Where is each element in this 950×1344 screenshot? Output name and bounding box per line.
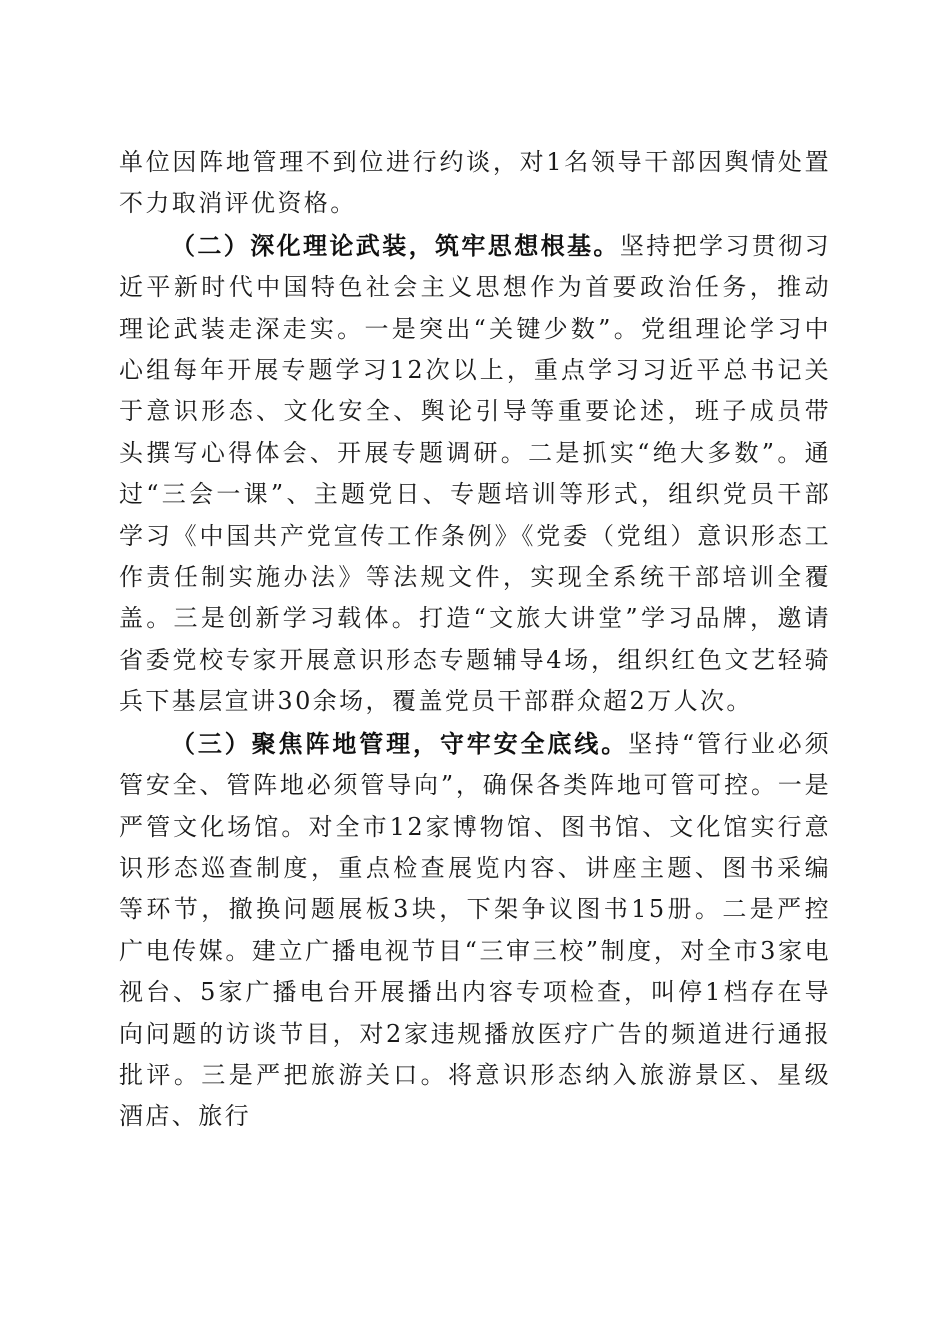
section-heading: （三）聚焦阵地管理，守牢安全底线。 xyxy=(171,728,629,758)
paragraph-continuation xyxy=(119,142,831,225)
paragraph-body: 坚持把学习贯彻习近平新时代中国特色社会主义思想作为首要政治任务，推动理论武装走深走实。一是突出“关键少数”。党组理论学习中心组每年开展专题学习12次以上，重点学习习近平总书记关于意识形态、文化安全、舆论引导等重要论述，班子成员带头撰写心得体会、开展专题调研。二是抓实“绝大多数”。通过“三会一课”、主题党日、专题培训等形式，组织党员干部学习《中国共产党宣传工作条例》《党委（党组）意识形态工作责任制实施办法》等法规文件，实现全系统干部培训全覆盖。三是创新学习载体。打造“文旅大讲堂”学习品牌，邀请省委党校专家开展意识形态专题辅导4场，组织红色文艺轻骑兵下基层宣讲30余场，覆盖党员干部群众超2万人次。 xyxy=(119,231,832,716)
paragraph-position-management xyxy=(119,723,831,1138)
paragraph-body: 单位因阵地管理不到位进行约谈，对1名领导干部因舆情处置不力取消评优资格。 xyxy=(119,148,831,218)
paragraph-theory-study xyxy=(119,225,831,723)
document-body xyxy=(119,142,831,1138)
section-heading: （二）深化理论武装，筑牢思想根基。 xyxy=(171,230,620,260)
paragraph-body: 坚持“管行业必须管安全、管阵地必须管导向”，确保各类阵地可管可控。一是严管文化场馆。对全市12家博物馆、图书馆、文化馆实行意识形态巡查制度，重点检查展览内容、讲座主题、图书采编等环节，撤换问题展板3块，下架争议图书15册。二是严控广电传媒。建立广播电视节目“三审三校”制度，对全市3家电视台、5家广播电台开展播出内容专项检查，叫停1档存在导向问题的访谈节目，对2家违规播放医疗广告的频道进行通报批评。三是严把旅游关口。将意识形态纳入旅游景区、星级酒店、旅行 xyxy=(119,729,831,1131)
